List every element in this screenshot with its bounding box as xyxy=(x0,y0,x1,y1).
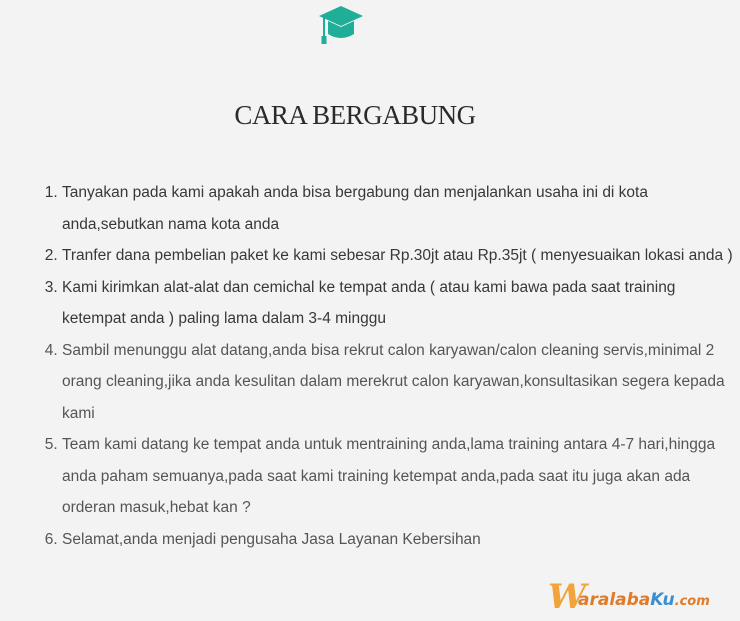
logo-domain: .com xyxy=(674,594,710,609)
steps-list xyxy=(40,177,740,555)
page-title: CARA BERGABUNG xyxy=(234,100,476,130)
logo-letter: W xyxy=(548,577,587,616)
list-item: 1. Tanyakan pada kami apakah anda bisa bergabung dan menjalankan usaha ini di kota anda,sebutkan nama kota anda xyxy=(62,177,740,240)
list-item: 3. Kami kirimkan alat-alat dan cemichal ke tempat anda ( atau kami bawa pada saat training ketempat anda ) paling lama dalam 3-4 minggu xyxy=(62,272,740,335)
list-item: 6. Selamat,anda menjadi pengusaha Jasa Layanan Kebersihan xyxy=(62,524,740,556)
svg-text:aralabaKu.com xyxy=(578,590,710,610)
list-item: 2. Tranfer dana pembelian paket ke kami sebesar Rp.30jt atau Rp.35jt ( menyesuaikan lokasi anda ) xyxy=(62,240,740,272)
list-item: 5. Team kami datang ke tempat anda untuk mentraining anda,lama training antara 4-7 hari,hingga anda paham semuanya,pada saat kami training ketempat anda,pada saat itu juga akan ada orderan masuk,hebat kan ? xyxy=(62,429,740,524)
logo-text: aralaba xyxy=(578,590,651,610)
list-item: 4. Sambil menunggu alat datang,anda bisa rekrut calon karyawan/calon cleaning servis,minimal 2 orang cleaning,jika anda kesulitan dalam merekrut calon karyawan,konsultasikan segera kepada kami xyxy=(62,335,740,430)
graduation-cap-icon xyxy=(318,4,364,46)
waralabaku-logo xyxy=(548,576,733,616)
logo-text-accent: Ku xyxy=(650,590,675,610)
